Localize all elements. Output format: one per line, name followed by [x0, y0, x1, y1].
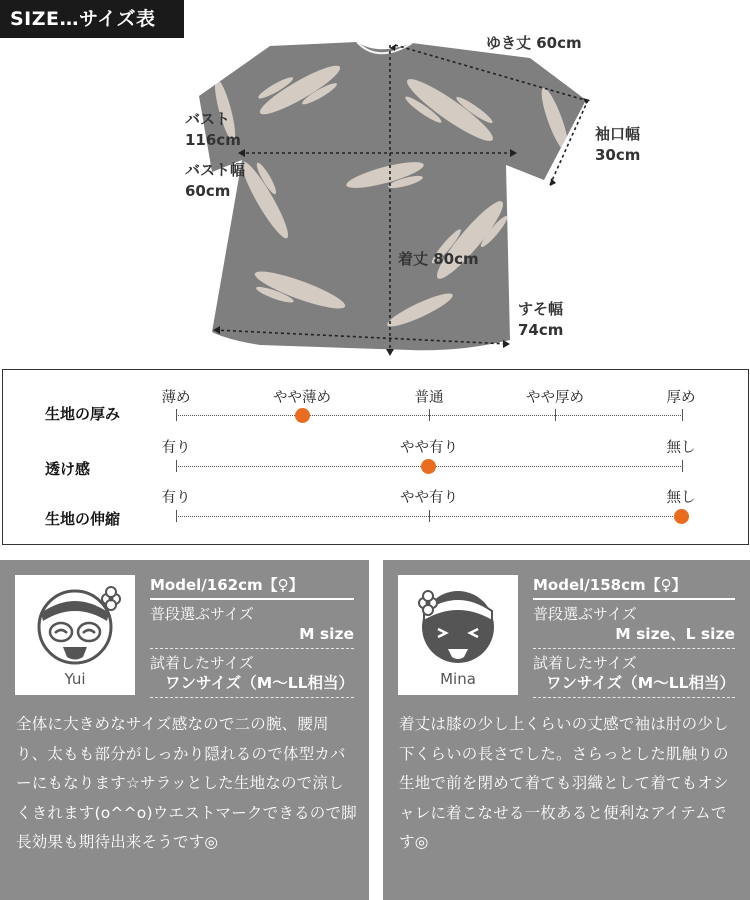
usual-size-label: 普段選ぶサイズ — [533, 605, 637, 623]
level-label: 厚め — [666, 390, 696, 406]
model-info — [533, 574, 735, 702]
model-panel-mina — [383, 560, 750, 900]
avatar — [398, 575, 518, 695]
level-label: やや有り — [400, 440, 458, 456]
bust-measure: バスト 116cm — [185, 110, 241, 149]
model-info — [150, 574, 354, 702]
tried-size-label: 試着したサイズ — [150, 654, 254, 672]
avatar — [15, 575, 135, 695]
fabric-stretch-label: 生地の伸縮 — [45, 510, 121, 528]
level-label: 薄め — [161, 390, 191, 406]
level-label: 有り — [161, 440, 191, 456]
usual-size-value: M size — [299, 625, 354, 643]
sleeve-length-measure: ゆき丈 60cm — [486, 34, 582, 52]
avatar-name: Mina — [440, 670, 476, 688]
level-label: やや有り — [400, 490, 458, 506]
fabric-stretch-row — [3, 486, 748, 538]
model-height: Model/158cm【♀】 — [533, 576, 687, 594]
level-label: やや薄め — [273, 390, 331, 406]
thickness-indicator-dot — [295, 408, 310, 423]
fabric-table — [2, 369, 749, 545]
level-label: 無し — [666, 440, 696, 456]
level-label: 普通 — [414, 390, 444, 406]
model-comment: 全体に大きめなサイズ感なので二の腕、腰周り、太もも部分がしっかり隠れるので体型カバーにもなります☆サラッとした生地なので涼しくきれます(o^^o)ウエストマークできるので脚長効果も期待出来そうです◎ — [16, 715, 357, 851]
bust-width-measure: バスト幅 60cm — [185, 161, 246, 200]
scale-tick — [555, 409, 556, 421]
level-label: 有り — [161, 490, 191, 506]
length-measure: 着丈 80cm — [398, 250, 479, 268]
tried-size-value: ワンサイズ（M〜LL相当） — [165, 674, 354, 692]
scale-tick — [682, 409, 683, 421]
model-comment: 着丈は膝の少し上くらいの丈感で袖は肘の少し下くらいの長さでした。さらっとした肌触りの生地で前を閉めて着ても羽織として着てもオシャレに着こなせる一枚あると便利なアイテムです◎ — [399, 715, 729, 851]
model-panel-yui — [0, 560, 369, 900]
cuff-width-measure: 袖口幅 30cm — [595, 125, 641, 164]
size-header-title: SIZE…サイズ表 — [10, 8, 156, 30]
tried-size-label: 試着したサイズ — [533, 654, 637, 672]
scale-tick — [682, 460, 683, 472]
fabric-thickness-row — [3, 386, 748, 438]
sheerness-indicator-dot — [421, 459, 436, 474]
fabric-sheerness-row — [3, 436, 748, 488]
scale-tick — [176, 460, 177, 472]
face-icon — [398, 575, 518, 675]
level-label: 無し — [666, 490, 696, 506]
level-label: やや厚め — [526, 390, 584, 406]
avatar-name: Yui — [64, 670, 86, 688]
face-icon — [15, 575, 135, 675]
usual-size-label: 普段選ぶサイズ — [150, 605, 254, 623]
scale-tick — [429, 510, 430, 522]
usual-size-value: M size、L size — [615, 625, 735, 643]
fabric-thickness-label: 生地の厚み — [45, 405, 121, 423]
stretch-indicator-dot — [674, 509, 689, 524]
tried-size-value: ワンサイズ（M〜LL相当） — [546, 674, 735, 692]
fabric-sheerness-label: 透け感 — [45, 460, 91, 478]
model-height: Model/162cm【♀】 — [150, 576, 304, 594]
scale-tick — [176, 409, 177, 421]
scale-tick — [429, 409, 430, 421]
hem-width-measure: すそ幅 74cm — [518, 300, 564, 339]
garment-diagram — [0, 0, 750, 365]
scale-tick — [176, 510, 177, 522]
